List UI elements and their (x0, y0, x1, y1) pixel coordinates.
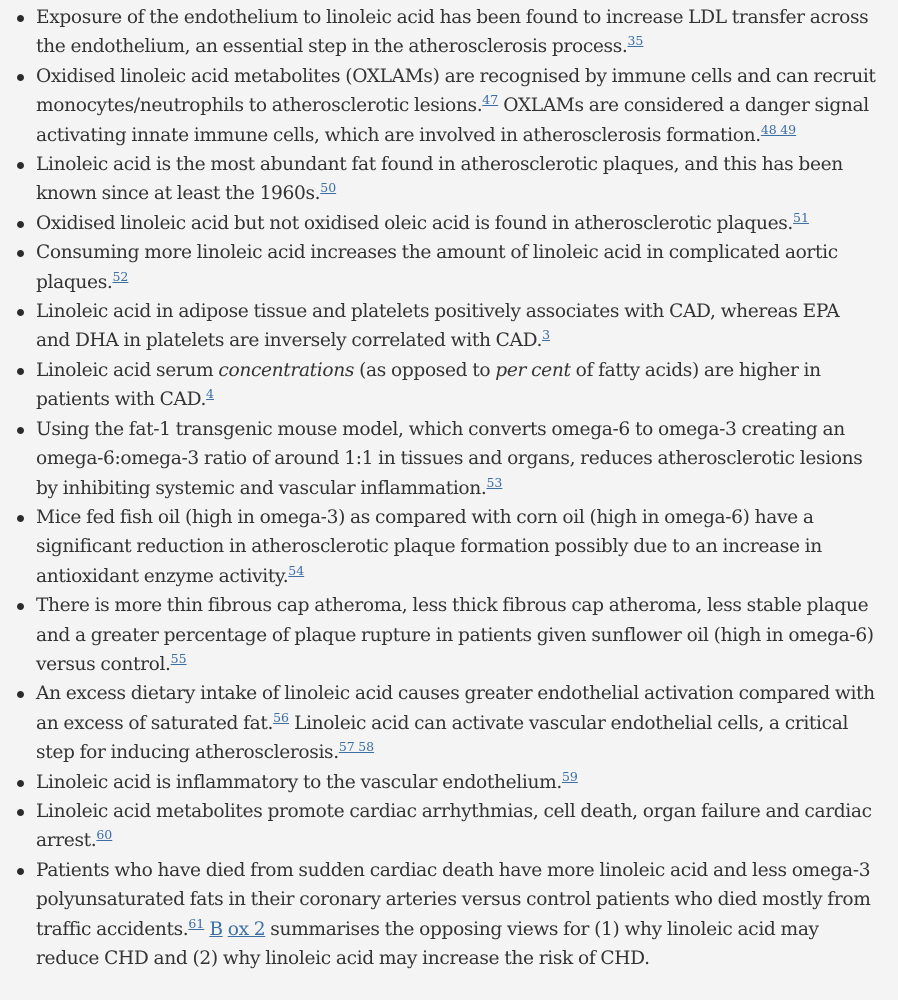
list-item (36, 150, 876, 209)
item-text: Oxidised linoleic acid metabolites (OXLAMs) are recognised by immune cells and can recruit monocytes/neutrophils to atherosclerotic lesions. (36, 65, 876, 117)
list-item (36, 62, 876, 150)
list-item (36, 356, 876, 415)
reference-link[interactable]: 56 (273, 709, 290, 725)
item-text: Linoleic acid metabolites promote cardiac arrhythmias, cell death, organ failure and cardiac arrest. (36, 800, 872, 852)
item-text: Consuming more linoleic acid increases the amount of linoleic acid in complicated aortic plaques. (36, 242, 838, 293)
item-text: Linoleic acid is inflammatory to the vascular endothelium. (36, 771, 562, 793)
reference-link[interactable]: 53 (486, 474, 503, 490)
box-2-link-part-a[interactable]: B (209, 918, 223, 940)
list-item (36, 768, 876, 797)
reference-link[interactable]: 4 (206, 386, 214, 402)
reference-link[interactable]: 57 58 (338, 739, 375, 755)
reference-link[interactable]: 35 (627, 33, 644, 49)
item-text: There is more thin fibrous cap atheroma, less thick fibrous cap atheroma, less stable plaque and a greater percentage of plaque rupture in patients given sunflower oil (high in omega-6) versus control. (36, 595, 874, 675)
reference-link[interactable]: 48 49 (760, 121, 797, 137)
item-text: Oxidised linoleic acid but not oxidised oleic acid is found in atherosclerotic plaques. (36, 212, 793, 234)
item-text: Linoleic acid is the most abundant fat found in atherosclerotic plaques, and this has been known since at least the 1960s. (36, 154, 843, 205)
item-text-continued: Linoleic acid can activate vascular endothelial cells, a critical step for inducing atherosclerosis. (36, 712, 849, 764)
reference-link[interactable]: 61 (188, 915, 205, 931)
emphasis-per-cent: per cent (495, 359, 571, 381)
list-item (36, 209, 876, 238)
emphasis-concentrations: concentrations (218, 359, 355, 381)
item-text: Exposure of the endothelium to linoleic acid has been found to increase LDL transfer across the endothelium, an essential step in the atherosclerosis process. (36, 7, 869, 58)
list-item (36, 238, 876, 297)
list-item (36, 503, 876, 591)
item-text: Linoleic acid serum (36, 359, 219, 381)
reference-link[interactable]: 50 (320, 180, 337, 196)
list-item (36, 415, 876, 503)
list-item (36, 797, 876, 856)
reference-link[interactable]: 55 (170, 650, 187, 666)
reference-link[interactable]: 60 (96, 827, 113, 843)
item-text: Using the fat-1 transgenic mouse model, which converts omega-6 to omega-3 creating an omega-6:omega-3 ratio of around 1:1 in tissues and organs, reduces atherosclerotic lesions by inhibiting systemic and vascular inflammation. (36, 418, 863, 499)
reference-link[interactable]: 3 (542, 327, 551, 343)
list-item (36, 3, 876, 62)
item-text: Mice fed fish oil (high in omega-3) as compared with corn oil (high in omega-6) have a significant reduction in atherosclerotic plaque formation possibly due to an increase in antioxidant enzyme activity. (36, 506, 822, 587)
item-text: An excess dietary intake of linoleic acid causes greater endothelial activation compared with an excess of saturated fat. (36, 683, 875, 734)
reference-link[interactable]: 47 (482, 92, 499, 108)
reference-link[interactable]: 59 (561, 768, 578, 784)
box-2-link-part-b[interactable]: ox 2 (227, 918, 266, 940)
list-item (36, 591, 876, 679)
reference-link[interactable]: 51 (793, 209, 809, 225)
item-text: of fatty acids) are higher in patients with CAD. (36, 359, 821, 411)
item-text: Linoleic acid in adipose tissue and platelets positively associates with CAD, whereas EPA and DHA in platelets are inversely correlated with CAD. (36, 301, 840, 352)
reference-link[interactable]: 52 (112, 268, 129, 284)
reference-link[interactable]: 54 (288, 562, 305, 578)
list-item (36, 856, 876, 974)
item-text-continued: OXLAMs are considered a danger signal activating innate immune cells, which are involved in atherosclerosis formation. (36, 95, 869, 146)
item-text-continued: summarises the opposing views for (1) why linoleic acid may reduce CHD and (2) why linoleic acid may increase the risk of CHD. (36, 918, 819, 969)
list-item (36, 297, 876, 356)
item-text: (as opposed to (354, 359, 496, 381)
item-text: Patients who have died from sudden cardiac death have more linoleic acid and less omega-3 polyunsaturated fats in their coronary arteries versus control patients who died mostly from traffic accidents. (36, 859, 871, 940)
list-item (36, 679, 876, 767)
